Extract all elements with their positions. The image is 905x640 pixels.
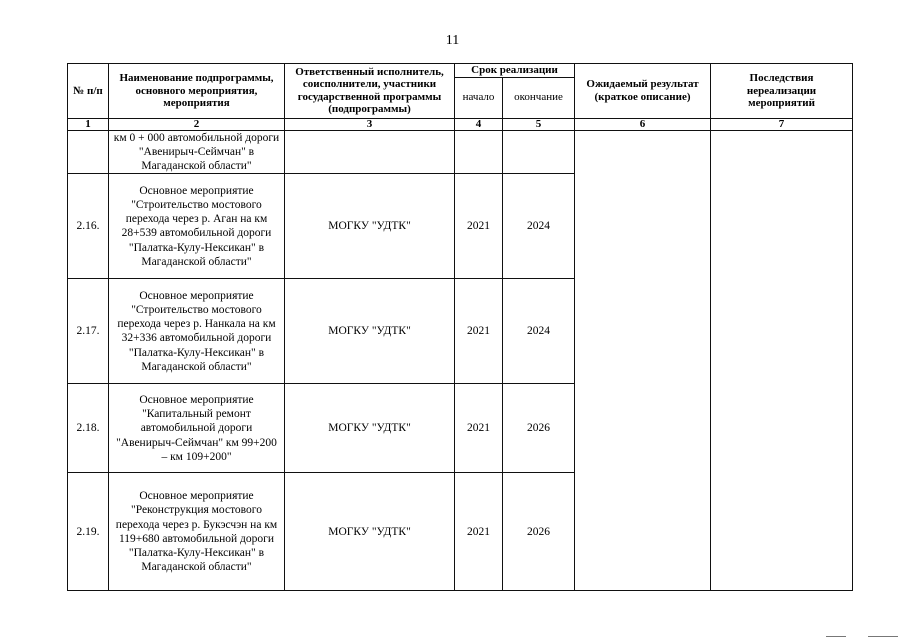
scan-mark: [826, 636, 846, 637]
row-num-cell: 2.16.: [68, 174, 109, 279]
row-end-cell: 2024: [503, 174, 575, 279]
row-executor-cell: МОГКУ "УДТК": [285, 384, 455, 473]
row-name-cell: Основное мероприятие "Реконструкция мостового перехода через р. Букэсчэн на км 119+680 автомобильной дороги "Палатка-Кулу-Нексикан" в Магаданской области": [109, 473, 285, 591]
program-activities-table: [67, 63, 853, 591]
row-name-cell: Основное мероприятие "Капитальный ремонт автомобильной дороги "Авенирыч-Сеймчан" км 99+200 – км 109+200": [109, 384, 285, 473]
column-number: 4: [455, 118, 503, 130]
row-executor-cell: МОГКУ "УДТК": [285, 473, 455, 591]
row-start-cell: 2021: [455, 384, 503, 473]
row-num-cell: 2.19.: [68, 473, 109, 591]
scan-mark: [868, 636, 898, 637]
header-consequences: Последствия нереализации мероприятий: [711, 64, 853, 119]
page-number: 11: [445, 33, 460, 48]
scan-edge-marks: [0, 632, 905, 640]
column-number: 2: [109, 118, 285, 130]
row-end-cell: 2024: [503, 279, 575, 384]
row-end-cell: [503, 130, 575, 174]
header-start: начало: [455, 77, 503, 118]
column-number: 6: [575, 118, 711, 130]
row-start-cell: 2021: [455, 174, 503, 279]
header-result: Ожидаемый результат (краткое описание): [575, 64, 711, 119]
row-start-cell: 2021: [455, 279, 503, 384]
row-num-cell: [68, 130, 109, 174]
row-start-cell: [455, 130, 503, 174]
row-name-cell: км 0 + 000 автомобильной дороги "Авенирыч-Сеймчан" в Магаданской области": [109, 130, 285, 174]
column-number: 5: [503, 118, 575, 130]
row-executor-cell: МОГКУ "УДТК": [285, 279, 455, 384]
row-end-cell: 2026: [503, 384, 575, 473]
header-executor: Ответственный исполнитель, соисполнители, участники государственной программы (подпрограммы): [285, 64, 455, 119]
table-row-continuation: [68, 130, 853, 174]
row-end-cell: 2026: [503, 473, 575, 591]
row-name-cell: Основное мероприятие "Строительство мостового перехода через р. Нанкала на км 32+336 автомобильной дороги "Палатка-Кулу-Нексикан" в Магаданской области": [109, 279, 285, 384]
column-number: 7: [711, 118, 853, 130]
consequences-merged-cell: [711, 130, 853, 591]
row-start-cell: 2021: [455, 473, 503, 591]
header-end: окончание: [503, 77, 575, 118]
row-executor-cell: [285, 130, 455, 174]
header-name: Наименование подпрограммы, основного мероприятия, мероприятия: [109, 64, 285, 119]
column-number-row: [68, 118, 853, 130]
column-number: 3: [285, 118, 455, 130]
row-name-cell: Основное мероприятие "Строительство мостового перехода через р. Аган на км 28+539 автомобильной дороги "Палатка-Кулу-Нексикан" в Магаданской области": [109, 174, 285, 279]
row-num-cell: 2.17.: [68, 279, 109, 384]
result-merged-cell: [575, 130, 711, 591]
header-num: № п/п: [68, 64, 109, 119]
header-period: Срок реализации: [455, 64, 575, 78]
row-executor-cell: МОГКУ "УДТК": [285, 174, 455, 279]
row-num-cell: 2.18.: [68, 384, 109, 473]
column-number: 1: [68, 118, 109, 130]
